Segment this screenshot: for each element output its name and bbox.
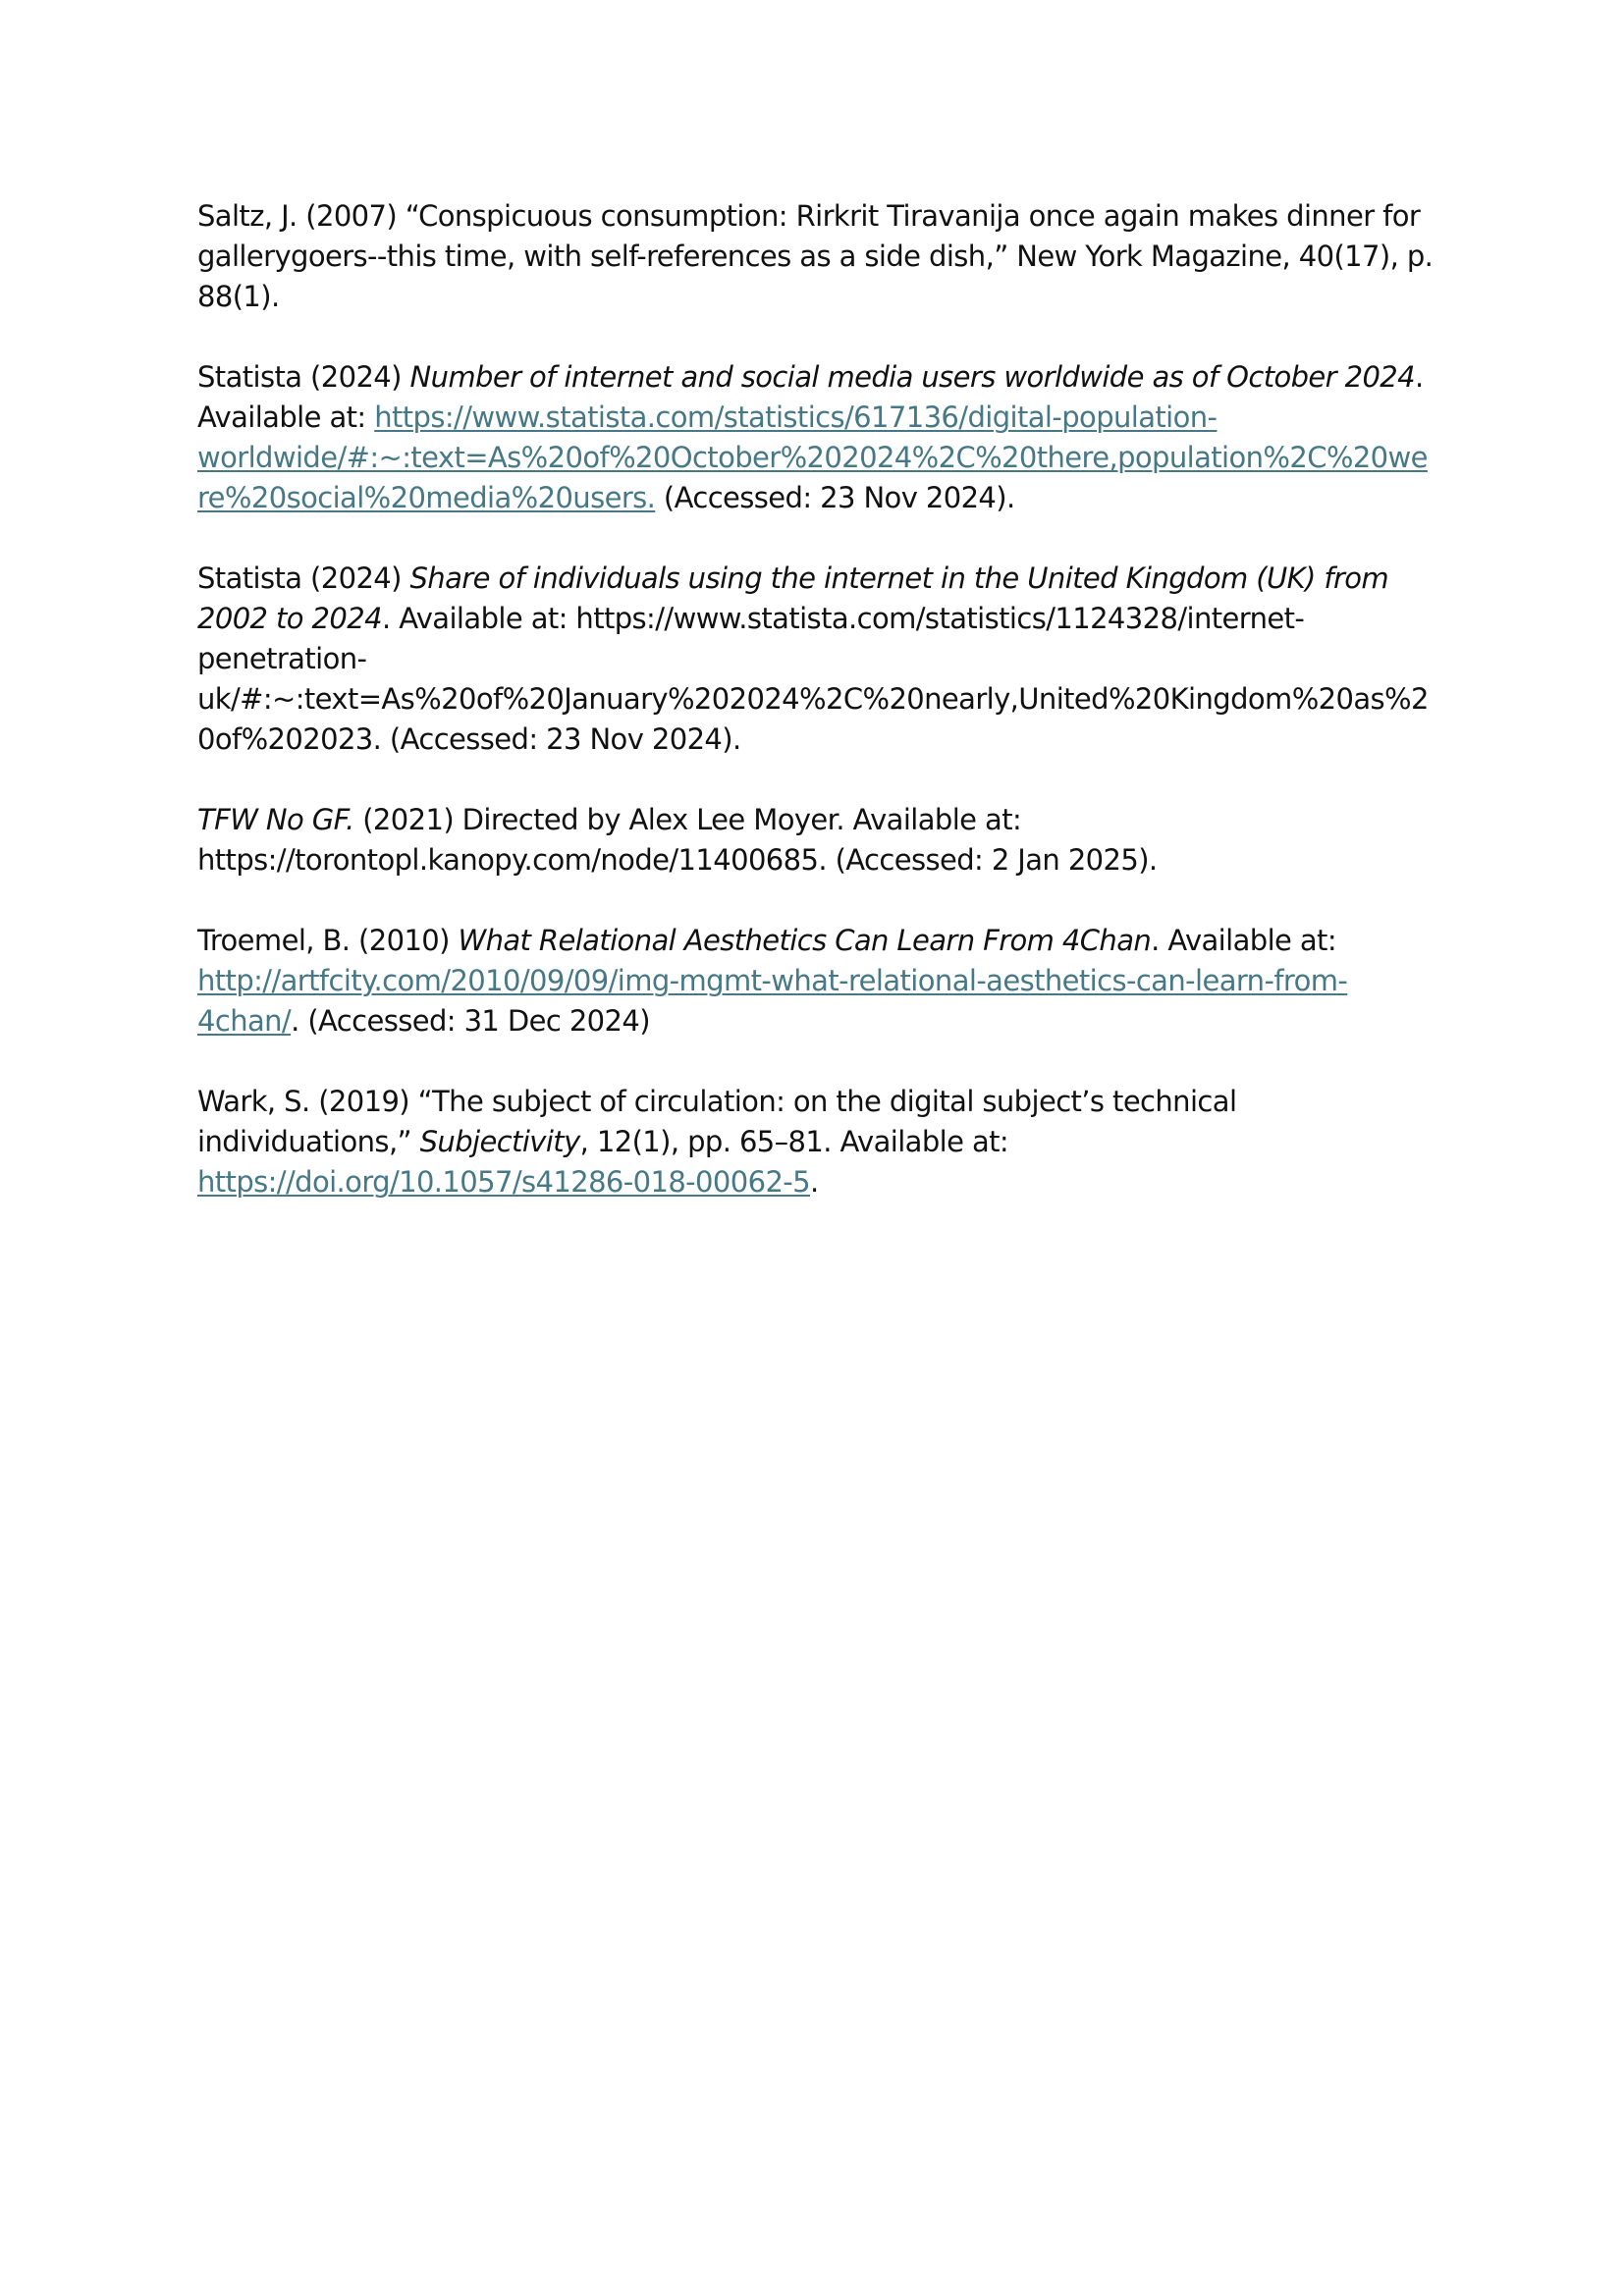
reference-author: Statista (2024) — [197, 360, 410, 394]
reference-link[interactable]: https://doi.org/10.1057/s41286-018-00062-5 — [197, 1165, 811, 1199]
reference-link[interactable]: https://www.statista.com/statistics/617136/digital-population-worldwide/#:~:text=As%20of%20October%202024%2C%20there,population%2C%20were%20social%20media%20users. — [197, 400, 1428, 514]
reference-title: Number of internet and social media users worldwide as of October 2024 — [409, 360, 1416, 394]
reference-journal: Subjectivity — [419, 1125, 580, 1158]
reference-author: Troemel, B. (2010) — [197, 924, 459, 957]
reference-troemel — [197, 921, 1436, 1041]
reference-url: https://www.statista.com/statistics/1124328/internet-penetration-uk/#:~:text=As%20of%20January%202024%2C%20nearly,United%20Kingdom%20as%20of%202023 — [197, 602, 1429, 756]
reference-available: . Available at: — [1151, 924, 1337, 957]
reference-available: . Available at: — [197, 360, 1424, 434]
reference-end: . — [810, 1165, 819, 1199]
reference-accessed: . (Accessed: 23 Nov 2024). — [372, 722, 741, 756]
reference-title: TFW No GF. — [197, 803, 354, 836]
reference-available: . Available at: — [381, 602, 576, 635]
reference-text: Saltz, J. (2007) “Conspicuous consumption: Rirkrit Tiravanija once again makes dinner for gallerygoers--this time, with self-references as a side dish,” New York Magazine, 40(17), p. 88(1). — [197, 199, 1434, 313]
reference-accessed: (Accessed: 23 Nov 2024). — [655, 481, 1015, 514]
reference-wark — [197, 1082, 1436, 1202]
reference-statista-uk — [197, 559, 1436, 760]
reference-saltz — [197, 196, 1436, 317]
reference-link[interactable]: http://artfcity.com/2010/09/09/img-mgmt-what-relational-aesthetics-can-learn-from-4chan/ — [197, 964, 1348, 1038]
reference-accessed: . (Accessed: 31 Dec 2024) — [291, 1004, 650, 1038]
reference-author: Wark, S. (2019) “The subject of circulation: on the digital subject’s technical individuations,” — [197, 1085, 1237, 1158]
reference-author: Statista (2024) — [197, 561, 410, 595]
reference-details: (2021) Directed by Alex Lee Moyer. Available at: https://torontopl.kanopy.com/node/11400685. (Accessed: 2 Jan 2025). — [197, 803, 1158, 877]
reference-available: , 12(1), pp. 65–81. Available at: — [579, 1125, 1009, 1158]
reference-title: What Relational Aesthetics Can Learn From 4Chan — [458, 924, 1152, 957]
reference-statista-social-media — [197, 357, 1436, 518]
reference-tfw-no-gf — [197, 800, 1436, 881]
reference-list — [197, 196, 1436, 1243]
reference-title: Share of individuals using the internet in the United Kingdom (UK) from 2002 to 2024 — [197, 561, 1389, 635]
